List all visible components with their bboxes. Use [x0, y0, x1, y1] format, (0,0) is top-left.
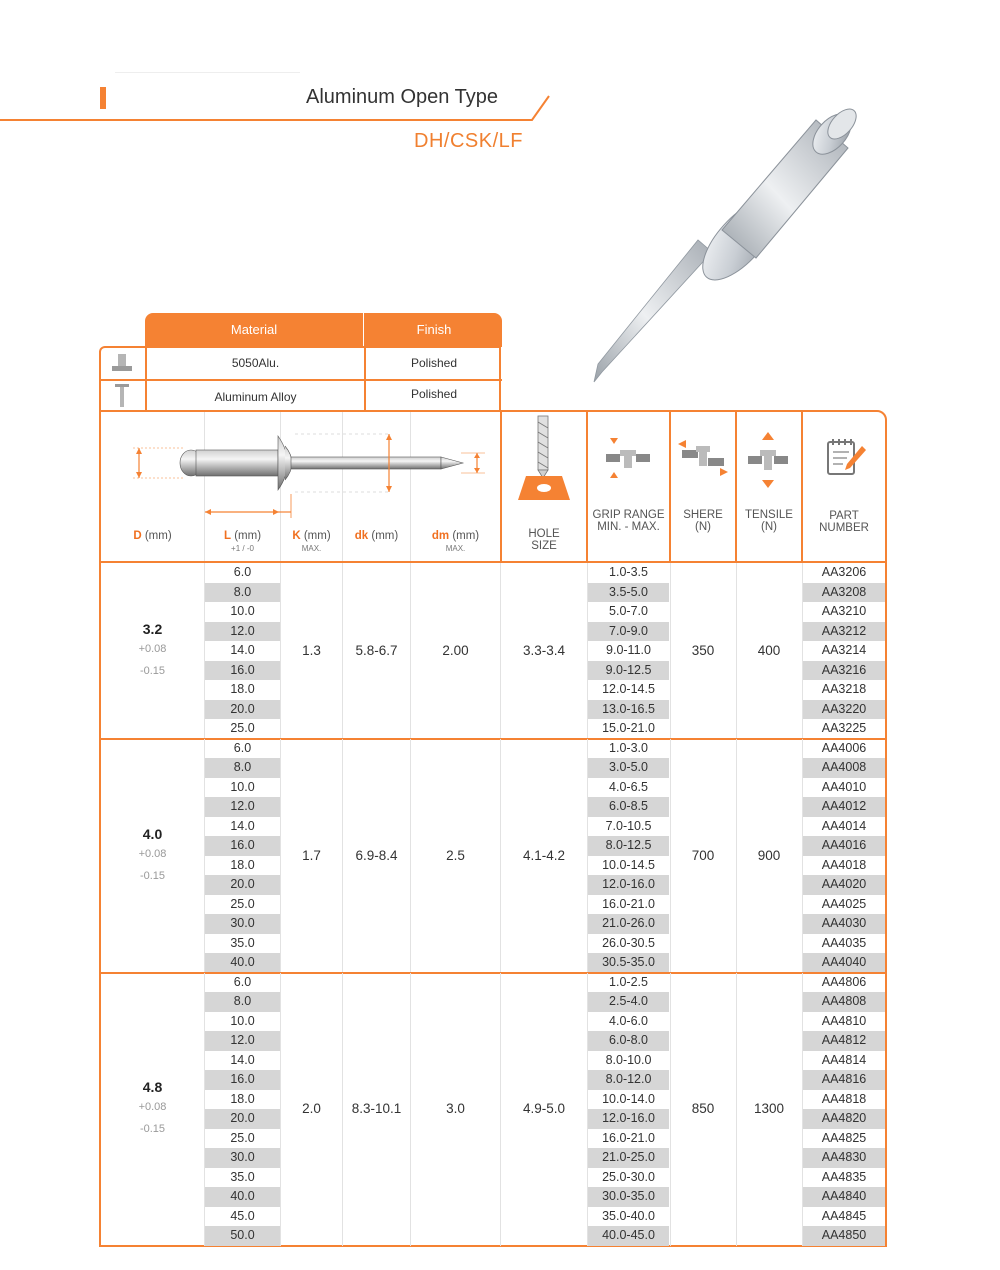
hole-value: 3.3-3.4	[522, 642, 566, 658]
diameter-value: 4.0	[142, 825, 163, 842]
length-cell: 18.0	[230, 1091, 255, 1106]
part-number-cell: AA4814	[821, 1052, 867, 1067]
k-value: 1.3	[302, 642, 321, 658]
finish-value-1: Polished	[410, 356, 458, 370]
length-cell: 20.0	[205, 700, 280, 720]
col-header-dm-sub: MAX.	[445, 544, 466, 553]
k-value: 1.7	[302, 847, 321, 863]
part-number-cell: AA4835	[821, 1169, 867, 1184]
length-cell: 50.0	[205, 1226, 280, 1246]
part-number-cell: AA4006	[821, 740, 867, 755]
length-cell: 25.0	[230, 1130, 255, 1145]
length-cell: 35.0	[230, 1169, 255, 1184]
page-subtitle: DH/CSK/LF	[414, 130, 523, 152]
part-number-cell: AA4816	[803, 1070, 885, 1090]
finish-value-2: Polished	[410, 387, 458, 401]
length-cell: 10.0	[230, 604, 255, 618]
part-number-cell: AA4820	[803, 1109, 885, 1129]
part-number-cell: AA4806	[821, 974, 867, 989]
part-number-cell: AA3210	[821, 604, 867, 618]
shere-value: 850	[691, 1101, 715, 1116]
grip-range-cell: 6.0-8.5	[588, 797, 669, 817]
tensile-value: 900	[757, 847, 781, 863]
length-cell: 12.0	[205, 622, 280, 642]
grip-range-cell: 30.5-35.0	[588, 953, 669, 973]
grip-range-cell: 2.5-4.0	[588, 992, 669, 1012]
part-number-cell: AA4008	[803, 758, 885, 778]
length-cell: 30.0	[205, 914, 280, 934]
col-sep	[500, 563, 501, 739]
grip-range-cell: 7.0-10.5	[605, 818, 652, 833]
grip-range-cell: 30.0-35.0	[588, 1187, 669, 1207]
col-header-l: L (mm)	[223, 530, 262, 542]
grip-range-cell: 16.0-21.0	[602, 896, 655, 911]
length-cell: 14.0	[230, 1052, 255, 1067]
grip-range-cell: 9.0-11.0	[606, 643, 651, 657]
col-sep	[587, 563, 588, 739]
grip-range-cell: 7.0-9.0	[588, 622, 669, 642]
hdr-sep-7	[669, 412, 671, 562]
length-cell: 45.0	[230, 1208, 255, 1223]
title-underline	[0, 90, 560, 130]
material-value-1: 5050Alu.	[231, 356, 280, 370]
part-number-cell: AA3206	[821, 565, 867, 579]
mandrel-icon	[110, 383, 134, 409]
col-header-shere: SHERE (N)	[683, 509, 723, 533]
grip-range-cell: 8.0-10.0	[605, 1052, 652, 1067]
col-header-part: PART NUMBER	[819, 510, 869, 534]
length-cell: 16.0	[205, 661, 280, 681]
tolerance-minus: -0.15	[139, 1123, 166, 1135]
grip-range-cell: 1.0-3.0	[609, 740, 648, 755]
length-cell: 12.0	[205, 1031, 280, 1051]
tolerance-minus: -0.15	[139, 869, 166, 882]
length-cell: 6.0	[233, 740, 252, 755]
shere-value: 700	[691, 847, 715, 863]
part-number-cell: AA4850	[803, 1226, 885, 1246]
part-number-cell: AA4825	[821, 1130, 867, 1145]
grip-range-cell: 15.0-21.0	[602, 721, 655, 735]
col-sep	[802, 563, 803, 739]
rivet-dimension-diagram	[101, 418, 501, 528]
dm-value: 2.00	[442, 642, 469, 658]
diameter-value: 3.2	[142, 620, 163, 637]
part-number-cell: AA3218	[821, 682, 867, 696]
part-number-cell: AA4845	[821, 1208, 867, 1223]
grip-range-cell: 9.0-12.5	[588, 661, 669, 681]
part-number-cell: AA4840	[803, 1187, 885, 1207]
dk-value: 6.9-8.4	[355, 847, 398, 863]
grip-range-cell: 10.0-14.0	[602, 1091, 655, 1106]
length-cell: 16.0	[205, 836, 280, 856]
grip-range-cell: 5.0-7.0	[609, 604, 648, 618]
col-sep	[587, 973, 588, 1246]
col-header-l-sub: +1 / -0	[231, 544, 254, 553]
part-number-cell: AA4830	[803, 1148, 885, 1168]
col-sep	[500, 739, 501, 973]
hdr-sep-6	[586, 412, 588, 562]
grip-range-cell: 13.0-16.5	[588, 700, 669, 720]
length-cell: 12.0	[205, 797, 280, 817]
col-header-k: K (mm)	[292, 530, 331, 542]
shere-value: 350	[691, 642, 715, 658]
length-cell: 10.0	[230, 1013, 255, 1028]
length-cell: 20.0	[205, 1109, 280, 1129]
grip-range-cell: 26.0-30.5	[602, 935, 655, 950]
col-header-dm: dm (mm)	[431, 530, 480, 542]
length-cell: 20.0	[205, 875, 280, 895]
material-row-divider	[99, 379, 502, 381]
rivet-product-image	[580, 100, 880, 390]
part-number-cell: AA4014	[821, 818, 867, 833]
length-cell: 40.0	[205, 953, 280, 973]
length-cell: 8.0	[205, 758, 280, 778]
part-number-cell: AA4025	[821, 896, 867, 911]
tensile-icon	[746, 430, 790, 490]
grip-range-cell: 3.0-5.0	[588, 758, 669, 778]
grip-range-cell: 1.0-2.5	[609, 974, 648, 989]
grip-range-cell: 16.0-21.0	[602, 1130, 655, 1145]
part-number-cell: AA3212	[803, 622, 885, 642]
length-cell: 40.0	[205, 1187, 280, 1207]
col-sep	[802, 739, 803, 973]
tolerance-plus: +0.08	[138, 1101, 167, 1113]
grip-range-cell: 4.0-6.0	[609, 1013, 648, 1028]
dk-value: 8.3-10.1	[351, 1101, 402, 1116]
tolerance-plus: +0.08	[138, 847, 167, 860]
length-cell: 18.0	[230, 682, 255, 696]
length-cell: 25.0	[230, 896, 255, 911]
col-header-dk: dk (mm)	[354, 530, 399, 542]
length-cell: 30.0	[205, 1148, 280, 1168]
tensile-value: 400	[757, 642, 781, 658]
part-number-cell: AA4016	[803, 836, 885, 856]
part-number-cell: AA3208	[803, 583, 885, 603]
title-top-rule	[115, 72, 300, 73]
part-number-cell: AA4010	[821, 779, 867, 794]
col-sep	[802, 973, 803, 1246]
grip-range-cell: 21.0-25.0	[588, 1148, 669, 1168]
grip-range-cell: 8.0-12.0	[588, 1070, 669, 1090]
grip-range-cell: 6.0-8.0	[588, 1031, 669, 1051]
part-number-cell: AA4808	[803, 992, 885, 1012]
col-header-hole: HOLE SIZE	[528, 528, 560, 552]
col-sep	[204, 563, 205, 739]
length-cell: 25.0	[230, 721, 255, 735]
part-number-cell: AA3216	[803, 661, 885, 681]
tolerance-plus: +0.08	[138, 642, 167, 655]
length-cell: 18.0	[230, 857, 255, 872]
dm-value: 3.0	[446, 1101, 465, 1116]
material-value-2: Aluminum Alloy	[214, 390, 297, 404]
grip-range-cell: 12.0-14.5	[602, 682, 655, 696]
grip-range-cell: 1.0-3.5	[609, 565, 648, 579]
grip-range-cell: 12.0-16.0	[588, 875, 669, 895]
dk-value: 5.8-6.7	[355, 642, 398, 658]
length-cell: 8.0	[205, 992, 280, 1012]
part-number-cell: AA4812	[803, 1031, 885, 1051]
page-title: Aluminum Open Type	[306, 86, 498, 108]
hole-value: 4.9-5.0	[522, 1101, 566, 1116]
col-header-k-sub: MAX.	[301, 544, 322, 553]
part-number-cell: AA3214	[821, 643, 867, 657]
length-cell: 8.0	[205, 583, 280, 603]
part-number-cell: AA4810	[821, 1013, 867, 1028]
notepad-pencil-icon	[824, 436, 868, 480]
shear-icon	[676, 436, 730, 480]
tolerance-minus: -0.15	[139, 664, 166, 677]
finish-header: Finish	[366, 313, 502, 347]
grip-range-cell: 21.0-26.0	[588, 914, 669, 934]
hdr-sep-9	[801, 412, 803, 562]
length-cell: 14.0	[230, 818, 255, 833]
part-number-cell: AA3225	[821, 721, 867, 735]
drill-icon	[516, 414, 572, 504]
part-number-cell: AA4012	[803, 797, 885, 817]
length-cell: 35.0	[230, 935, 255, 950]
part-number-cell: AA4035	[821, 935, 867, 950]
diameter-value: 4.8	[142, 1079, 163, 1095]
col-header-d: D (mm)	[133, 530, 172, 542]
hole-value: 4.1-4.2	[522, 847, 566, 863]
col-sep	[500, 973, 501, 1246]
length-cell: 10.0	[230, 779, 255, 794]
col-header-grip: GRIP RANGE MIN. - MAX.	[592, 509, 665, 533]
grip-range-cell: 25.0-30.0	[602, 1169, 655, 1184]
col-sep	[204, 973, 205, 1246]
hdr-sep-8	[735, 412, 737, 562]
col-sep	[204, 739, 205, 973]
material-header: Material	[145, 313, 363, 347]
grip-range-cell: 35.0-40.0	[602, 1208, 655, 1223]
length-cell: 16.0	[205, 1070, 280, 1090]
part-number-cell: AA4018	[821, 857, 867, 872]
grip-range-cell: 40.0-45.0	[588, 1226, 669, 1246]
dm-value: 2.5	[446, 847, 465, 863]
part-number-cell: AA4020	[803, 875, 885, 895]
grip-range-cell: 8.0-12.5	[588, 836, 669, 856]
part-number-cell: AA4040	[803, 953, 885, 973]
part-number-cell: AA4030	[803, 914, 885, 934]
tensile-value: 1300	[753, 1101, 785, 1116]
rivet-body-icon	[110, 352, 134, 374]
length-cell: 6.0	[233, 565, 252, 579]
col-header-tensile: TENSILE (N)	[745, 509, 793, 533]
k-value: 2.0	[302, 1101, 321, 1116]
grip-range-icon	[604, 436, 652, 480]
part-number-cell: AA3220	[803, 700, 885, 720]
length-cell: 14.0	[230, 643, 255, 657]
part-number-cell: AA4818	[821, 1091, 867, 1106]
grip-range-cell: 10.0-14.5	[602, 857, 655, 872]
col-sep	[587, 739, 588, 973]
grip-range-cell: 12.0-16.0	[588, 1109, 669, 1129]
length-cell: 6.0	[233, 974, 252, 989]
grip-range-cell: 3.5-5.0	[588, 583, 669, 603]
grip-range-cell: 4.0-6.5	[609, 779, 648, 794]
